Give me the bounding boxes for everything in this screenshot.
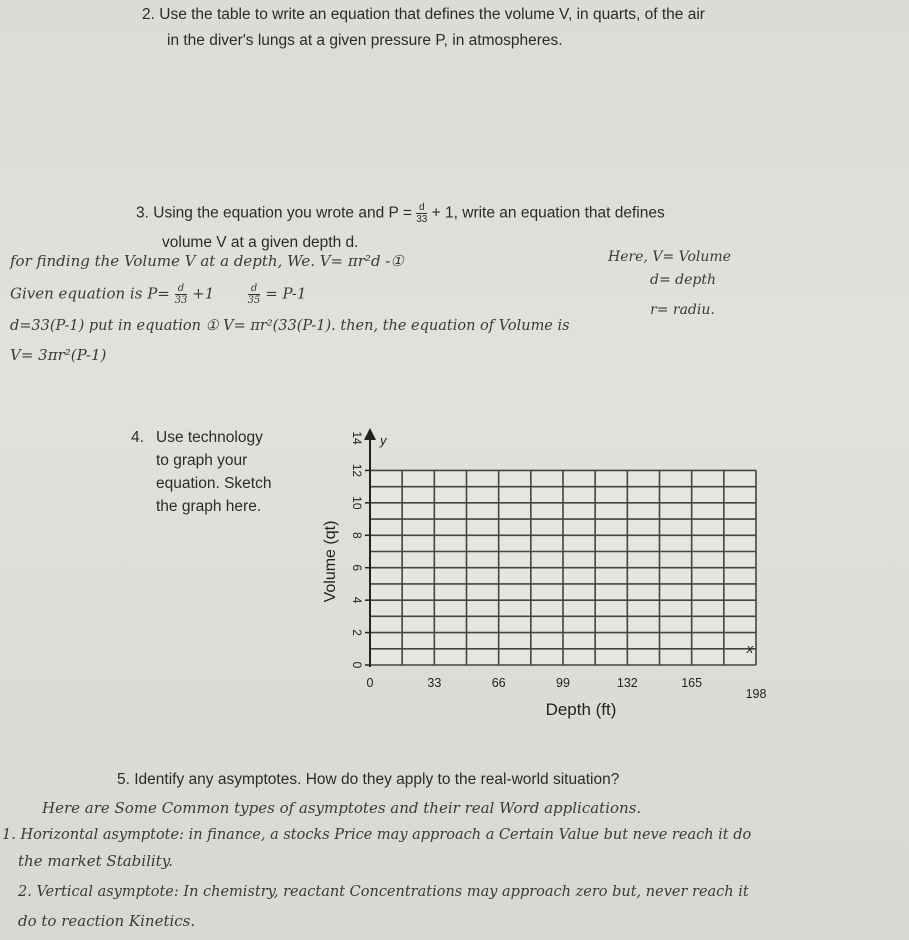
question-2-line2: in the diver's lungs at a given pressure P, in atmospheres. (167, 32, 563, 49)
answer-3-fraction-1-num: d (175, 283, 188, 295)
y-tick-label: 14 (349, 431, 364, 445)
answer-3-line2-b: +1 (192, 284, 215, 303)
answer-3-line2-c: = P-1 (265, 284, 307, 303)
answer-3-right-radius: r= radiu. (650, 302, 715, 318)
y-axis-name: y (380, 433, 387, 448)
answer-3-line3: d=33(P-1) put in equation ① V= πr²(33(P-1). then, the equation of Volume is (10, 318, 570, 334)
question-4-number: 4. (131, 429, 144, 446)
y-tick-label: 8 (349, 531, 364, 539)
question-5-text: Identify any asymptotes. How do they apply to the real-world situation? (134, 771, 620, 788)
x-tick-label: 165 (681, 676, 703, 690)
question-3-line2: volume V at a given depth d. (162, 234, 359, 251)
answer-3-line2-a: Given equation is P= (10, 284, 170, 303)
y-tick-label: 12 (349, 463, 364, 478)
question-3-fraction-den: 33 (416, 214, 428, 225)
y-tick-label: 4 (349, 596, 364, 604)
question-4-line1: Use technology (156, 429, 263, 446)
question-5 (117, 769, 619, 791)
x-tick-label: 198 (745, 687, 767, 701)
question-5-number: 5. (117, 771, 130, 788)
question-4-line2: to graph your (156, 452, 248, 469)
question-3-number: 3. (136, 204, 149, 222)
answer-3-right-depth: d= depth (650, 272, 716, 288)
x-tick-label: 0 (366, 676, 374, 690)
question-4-line3: equation. Sketch (156, 475, 272, 492)
answer-5-line2: 1. Horizontal asymptote: in finance, a stocks Price may approach a Certain Value but neve reach it do (2, 827, 752, 843)
answer-3-fraction-2-den: 35 (247, 295, 261, 306)
x-tick-label: 99 (556, 676, 570, 690)
question-3-fraction-num: d (416, 202, 427, 214)
x-axis-name: x (746, 640, 754, 656)
question-4-line4: the graph here. (156, 498, 262, 515)
y-tick-label: 10 (349, 496, 364, 510)
answer-5-line4: 2. Vertical asymptote: In chemistry, reactant Concentrations may approach zero but, never reach it (18, 884, 749, 900)
y-tick-label: 6 (349, 564, 364, 572)
answer-3-right-volume: Here, V= Volume (608, 249, 731, 265)
answer-3-line4: V= 3πr²(P-1) (10, 346, 107, 364)
answer-3-fraction-1-den: 33 (174, 295, 188, 306)
x-axis-title: Depth (ft) (545, 700, 617, 719)
x-tick-label: 66 (491, 676, 506, 690)
question-3-text-b: + 1, write an equation that defines (431, 204, 665, 222)
answer-5-line1: Here are Some Common types of asymptotes and their real Word applications. (42, 799, 642, 817)
y-tick-label: 0 (349, 661, 364, 669)
question-2-number: 2. (142, 6, 155, 23)
y-tick-label: 2 (349, 629, 364, 636)
question-2-line1: Use the table to write an equation that defines the volume V, in quarts, of the air (159, 6, 705, 23)
x-tick-label: 132 (616, 676, 638, 690)
answer-3-line1: for finding the Volume V at a depth, We. V= πr²d -① (10, 252, 404, 270)
answer-5-line5: do to reaction Kinetics. (18, 912, 196, 930)
answer-3-fraction-2-num: d (248, 283, 261, 295)
answer-5-line3: the market Stability. (18, 852, 173, 870)
y-axis-title: Volume (qt) (322, 520, 339, 603)
question-3-text-a: Using the equation you wrote and P = (153, 204, 412, 222)
x-tick-label: 33 (427, 676, 442, 690)
